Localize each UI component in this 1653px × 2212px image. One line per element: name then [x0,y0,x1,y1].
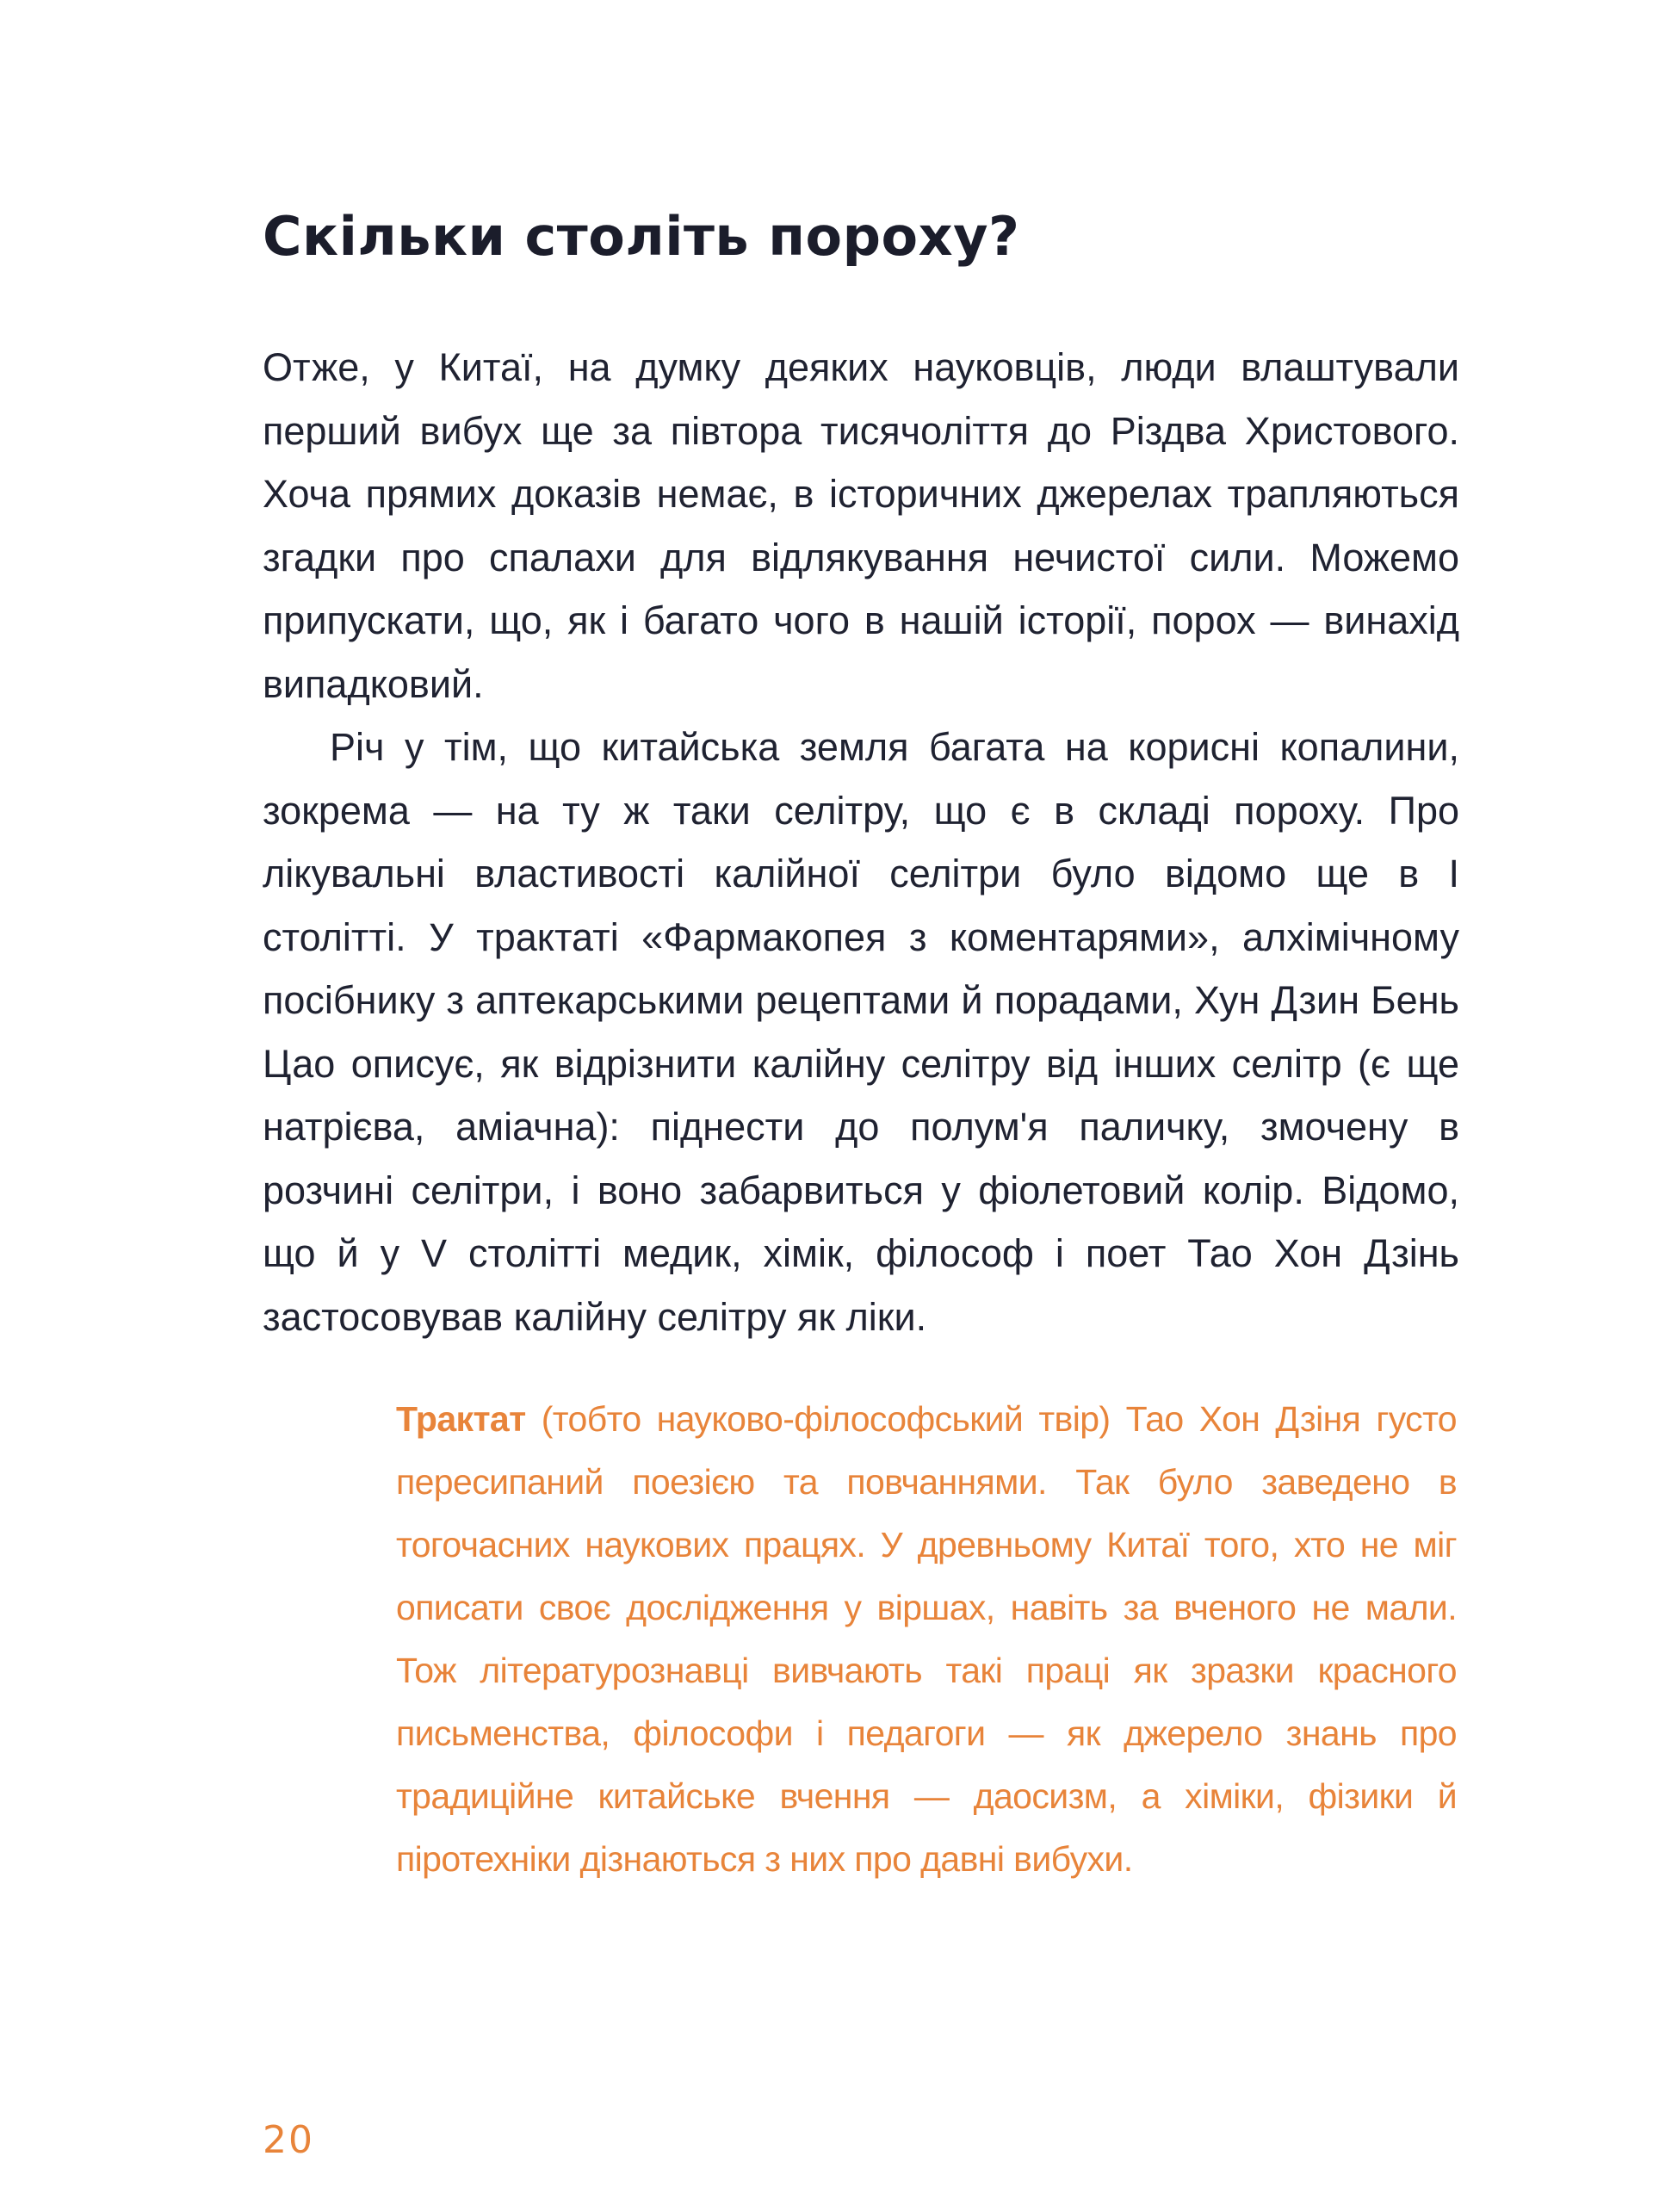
page-title: Скільки століть пороху? [263,205,1020,268]
sidebar-note [396,1388,1457,1891]
paragraph-2: Річ у тім, що китайська земля багата на корисні копалини, зокрема — на ту ж таки селітру, що є в складі пороху. Про лікувальні властивості калійної селітри було відомо ще в I столітті. У трактаті «Фармакопея з коментарями», алхімічному посібнику з аптекарськими рецептами й порадами, Хун Дзин Бень Цао описує, як відрізнити калійну селітру від інших селітр (є ще натрієва, аміачна): піднести до полум'я паличку, змочену в розчині селітри, і воно забарвиться у фіолетовий колір. Відомо, що й у V столітті медик, хімік, філософ і поет Тао Хон Дзінь застосовував калійну селітру як ліки. [263,725,1459,1339]
paragraph-1: Отже, у Китаї, на думку деяких науковців, люди влаштували перший вибух ще за півтора тисячоліття до Різдва Христового. Хоча прямих доказів немає, в історичних джерелах трапляються згадки про спалахи для відлякування нечистої сили. Можемо припускати, що, як і багато чого в нашій історії, порох — винахід випадковий. [263,345,1459,706]
sidebar-text: (тобто науково-філософський твір) Тао Хон Дзіня густо пересипаний поезією та повчаннями. Так було заведено в тогочасних наукових працях. У древньому Китаї того, хто не міг описати своє дослідження у віршах, навіть за вченого не мали. Тож літературознавці вивчають такі праці як зразки красного письменства, філософи і педагоги — як джерело знань про традиційне китайське вчення — даосизм, а хіміки, фізики й піротехніки дізнаються з них про давні вибухи. [396,1399,1457,1879]
main-text [263,336,1459,1348]
sidebar-term: Трактат [396,1399,526,1439]
page-number: 20 [263,2118,314,2162]
sidebar-paragraph [396,1388,1457,1891]
